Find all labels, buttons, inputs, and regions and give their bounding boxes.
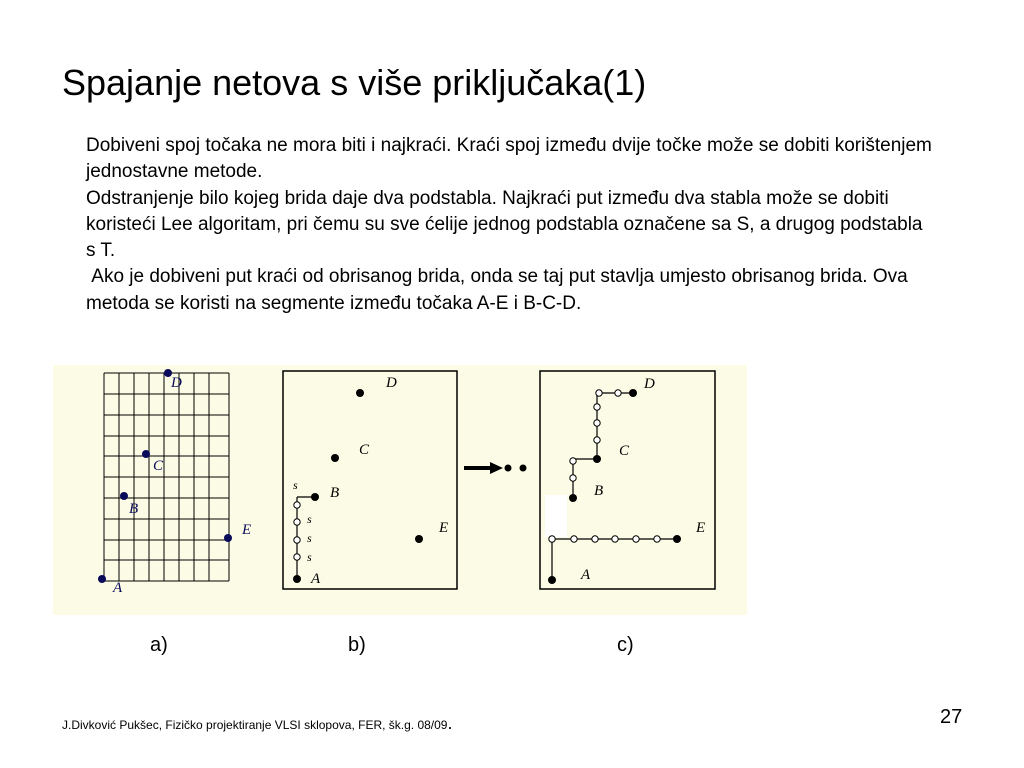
diagram-c-frame <box>540 371 715 589</box>
label-b: B <box>594 483 604 499</box>
paragraph-2: Odstranjenje bilo kojeg brida daje dva podstabla. Najkraći put između dva stabla može se dobiti koristeći Lee algoritam, pri čemu su sve ćelije jednog podstabla označene sa S, a drugog podstabla s T. <box>86 187 923 262</box>
s-marker: s <box>307 512 312 526</box>
caption-b: b) <box>348 634 366 656</box>
label-e: E <box>439 520 449 536</box>
figure-panel <box>53 365 747 615</box>
caption-c: c) <box>617 634 634 656</box>
point-c <box>142 450 150 458</box>
label-e: E <box>242 522 252 538</box>
footer-dot: . <box>447 713 453 733</box>
label-c: C <box>619 443 630 459</box>
label-a: A <box>113 580 123 596</box>
page-number: 27 <box>940 706 963 728</box>
s-marker: s <box>307 550 312 564</box>
slide-title: Spajanje netova s više priključaka(1) <box>62 62 647 103</box>
diagram-a-points <box>98 369 232 583</box>
s-marker: s <box>307 531 312 545</box>
label-d: D <box>386 375 397 391</box>
label-d: D <box>171 375 182 391</box>
label-d: D <box>644 376 655 392</box>
caption-a: a) <box>150 634 168 656</box>
label-e: E <box>696 520 706 536</box>
steiner-figure <box>53 365 747 615</box>
paragraph-3: Ako je dobiveni put kraći od obrisanog brida, onda se taj put stavlja umjesto obrisanog brida. Ova metoda se koristi na segmente između točaka A-E i B-C-D. <box>86 266 913 314</box>
label-b: B <box>129 501 139 517</box>
paragraph-1: Dobiveni spoj točaka ne mora biti i najkraći. Kraći spoj između dvije točke može se dobiti korištenjem jednostavne metode. <box>86 135 932 183</box>
point-e <box>224 534 232 542</box>
diagram-b-points <box>293 389 423 583</box>
footer-author: J.Divković Pukšec, Fizičko projektiranje VLSI sklopova, FER, šk.g. 08/09 <box>62 718 448 732</box>
diagram-c-path <box>552 393 677 580</box>
label-c: C <box>359 442 370 458</box>
slide-body <box>86 133 936 317</box>
diagram-a-grid <box>104 373 229 581</box>
s-marker: s <box>293 478 298 492</box>
point-a <box>98 575 106 583</box>
label-a: A <box>581 567 591 583</box>
diagram-c-points <box>548 389 681 584</box>
point-b <box>120 492 128 500</box>
label-a: A <box>311 571 321 587</box>
footer <box>62 713 453 734</box>
label-b: B <box>330 485 340 501</box>
label-c: C <box>153 458 164 474</box>
arrow-icon <box>464 462 527 474</box>
